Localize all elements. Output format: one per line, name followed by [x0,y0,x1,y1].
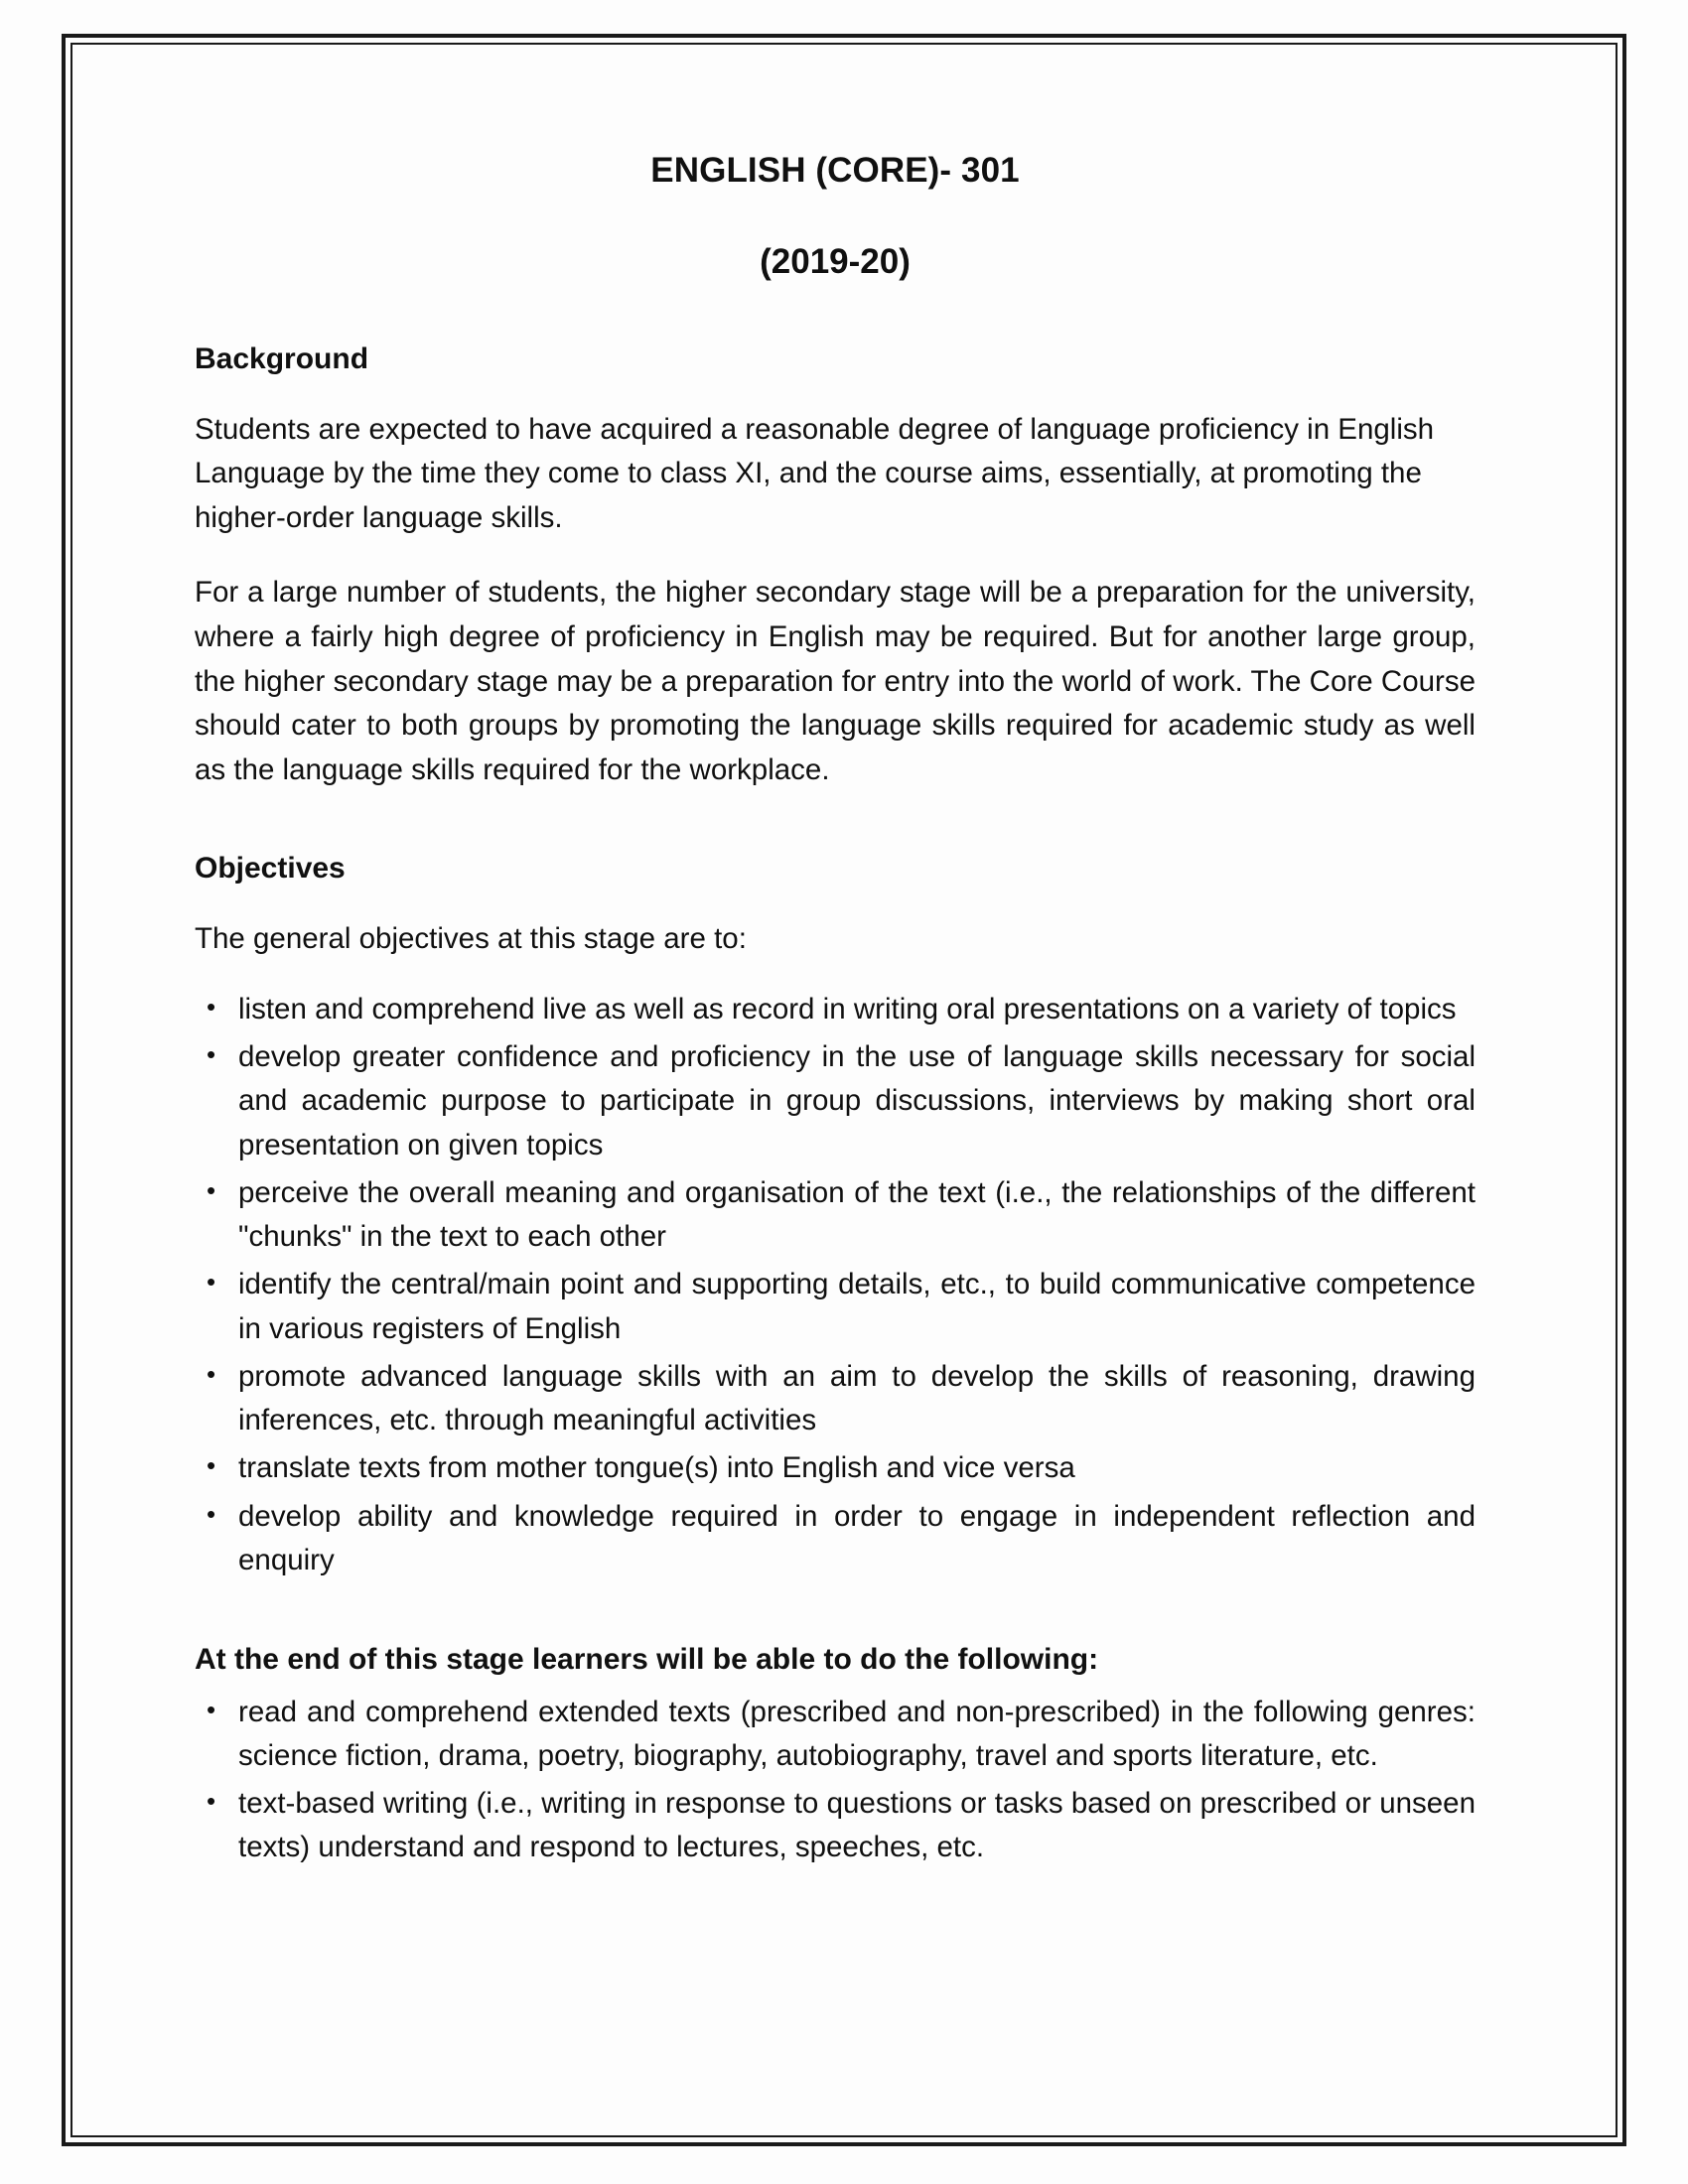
list-item: • identify the central/main point and supporting details, etc., to build communicative competence in various registers of English [195,1263,1476,1351]
objectives-list [195,988,1476,1582]
list-item: • promote advanced language skills with an aim to develop the skills of reasoning, drawing inferences, etc. through meaningful activities [195,1355,1476,1443]
list-item: • read and comprehend extended texts (prescribed and non-prescribed) in the following genres: science fiction, drama, poetry, biography, autobiography, travel and sports literature, etc. [195,1691,1476,1779]
list-item: • develop ability and knowledge required in order to engage in independent reflection and enquiry [195,1495,1476,1583]
section-heading-outcomes: At the end of this stage learners will be able to do the following: [195,1643,1099,1677]
page-subtitle: (2019-20) [760,241,911,281]
document-content [195,149,1476,1874]
list-item: • listen and comprehend live as well as record in writing oral presentations on a variety of topics [195,988,1476,1031]
page-title: ENGLISH (CORE)- 301 [650,151,1020,190]
background-paragraph-1: Students are expected to have acquired a reasonable degree of language proficiency in English Language by the time they come to class XI, and the course aims, essentially, at promoting the higher-order language skills. [195,412,1435,535]
list-item: • perceive the overall meaning and organisation of the text (i.e., the relationships of the different "chunks" in the text to each other [195,1171,1476,1260]
list-item: • translate texts from mother tongue(s) into English and vice versa [195,1446,1476,1490]
list-item: • text-based writing (i.e., writing in response to questions or tasks based on prescribed or unseen texts) understand and respond to lectures, speeches, etc. [195,1782,1476,1870]
objectives-intro: The general objectives at this stage are to: [195,922,747,956]
outcomes-list [195,1691,1476,1870]
section-heading-background: Background [195,341,369,375]
background-paragraph-2: For a large number of students, the higher secondary stage will be a preparation for the university, where a fairly high degree of proficiency in English may be required. But for another large group, the higher secondary stage may be a preparation for entry into the world of work. The Core Course should cater to both groups by promoting the language skills required for academic study as well as the language skills required for the workplace. [195,575,1476,787]
list-item: • develop greater confidence and proficiency in the use of language skills necessary for social and academic purpose to participate in group discussions, interviews by making short oral presentation on given topics [195,1035,1476,1167]
section-heading-objectives: Objectives [195,852,346,886]
